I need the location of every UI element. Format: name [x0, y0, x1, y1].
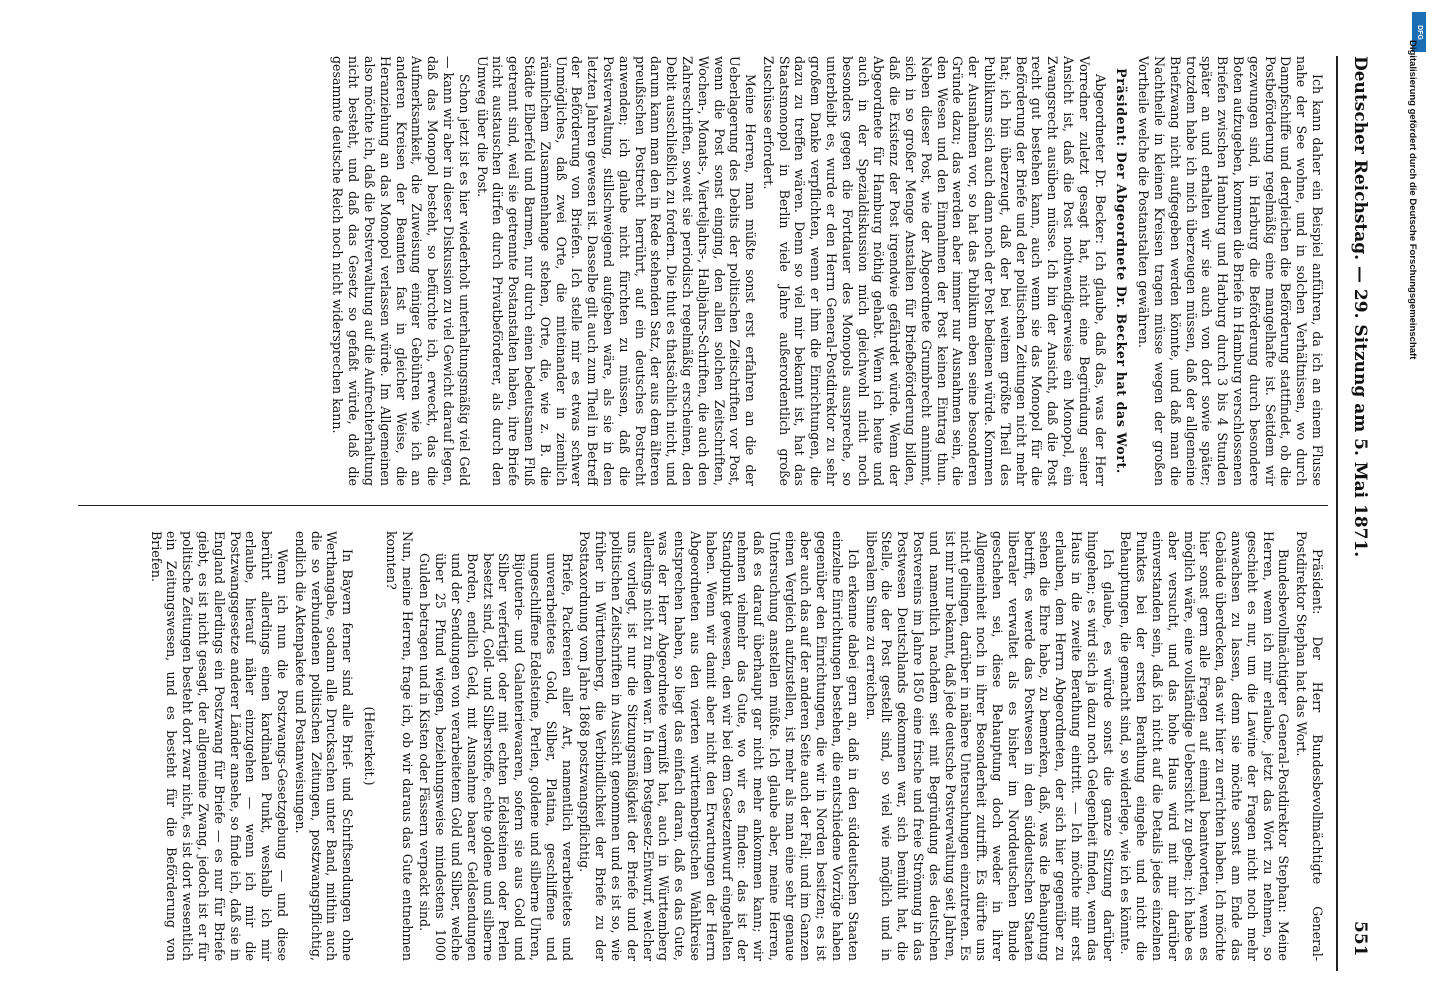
running-header: Deutscher Reichstag. — 29. Sitzung am 5. Mai 1871.	[1350, 56, 1370, 558]
paragraph: In Bayern ferner sind alle Brief- und Schriftsendungen ohne Werthangabe, sodann alle Drucksachen unter Band, mithin auch die so verbundenen politischen Zeitungen, postzwangspflichtig, endlich die Aktenpakete und Postanweisungen.	[292, 531, 356, 961]
president-line: Präsident: Der Abgeordnete Dr. Becker hat das Wort.	[1114, 68, 1130, 474]
reaction-note: (Heiterkeit.)	[361, 706, 377, 786]
digitization-note: Digitalisierung gefördert durch die Deutsche Forschungsgemeinschaft	[1407, 40, 1418, 360]
paragraph: Ich kann daher ein Beispiel anführen, da ich an einem Flusse nahe der See wohne, und in solchen Verhältnissen, wo durch Dampfschiffe und dergleichen die Beförderung stattfindet, ob die Postbeförderung regelmäßig eine mangelhafte ist. Seitdem wir gezwungen sind, in Harburg die Beförderung durch besondere Boten aufzugeben, kommen die Briefe in Hamburg verschlossenen Briefen zwischen Hamburg und Harburg durch 3 bis 4 Stunden später an und erhalten wir sie auch von dort sowie später; trotzdem habe ich mich überzeugen müssen, daß der allgemeine Briefzwang nicht aufgegeben werden könnte, und daß man die Nachtheile in kleinen Kreisen tragen müsse wegen der großen Vortheile welche die Postanstalten gewähren.	[1136, 56, 1325, 486]
paragraph: Schon jetzt ist es hier wiederholt unterhaltungsmäßig viel Geld — kann wir aber in dieser Diskussion zu viel Gewicht darauf legen, daß das Monopol besteht, so befürchte ich, erweckt, das die Aufmerksamkeit, die Zuweisung einiger Gebühren wie ich an anderen Kreisen der Beamten fast in gleicher Weise, die Heranziehung an das Monopol verlassen würde. Im Allgemeinen also möchte ich, daß die Postverwaltung auf die Aufrechterhaltung nicht besteht, und daß das Gesetz so gefaßt würde, daß die gesammte deutsche Reich noch nicht widersprechen kann.	[330, 56, 472, 486]
president-line: Präsident: Der Herr Bundesbevollmächtigte General-Postdirektor Stephan hat das Wort.	[1294, 531, 1325, 961]
paragraph: Ich erkenne dabei gern an, daß in den süddeutschen Staaten einzelne Einrichtungen bestehen, die entschiedene Vorzüge haben gegenüber den Einrichtungen, die wir in Norden besitzen; es ist aber auch das auf der anderen Seite auch der Fall; und im Ganzen einen Vergleich aufzustellen, ist mehr als man eine sehr genaue Untersuchung anstellen müßte. Ich glaube aber, meine Herren, daß es darauf überhaupt gar nicht mehr ankommen kann; wir nehmen vielmehr das Gute, wo wir es finden: das ist der Standpunkt gewesen, den wir bei dem Gesetzentwurf eingehalten haben. Wenn wir damit aber nicht den Erwartungen der Herrn Abgeordneten aus den vierten württembergischen Wahlkreise entsprechen haben, so liegt das einfach daran, daß es das Gute, was der Herr Abgeordnete vermißt hat, auch in Württemberg allerdings nicht zu finden war. In dem Postgesetz-Entwurf, welcher uns vorliegt, ist nur die Sitzungsmäßigkeit der Briefe und der politischen Zeitschriften in Aussicht genommen und es ist so, wie früher in Württemberg, die Verbindlichkeit der Briefe zu der Posttaxordnung vom Jahre 1868 postzwangspflichtig.	[577, 531, 861, 961]
paragraph: Ich glaube, es würde sonst die ganze Sitzung darüber hingehen; es wird sich ja dazu noch Gelegenheit finden, wenn das Haus in die zweite Berathung eintritt. — Ich möchte mir erst erlauben, dem Herrn Abgeordneten, der sich hier gegenüber zu sehen die Ehre habe, zu bemerken, daß, was die Behauptung betrifft, es werde das Postwesen in den süddeutschen Staaten liberaler verwaltet als es bisher im Norddeutschen Bunde geschehen sei, diese Behauptung doch weder in ihrer Allgemeinheit noch in ihrer Besonderheit zutrifft. Es dürfte uns nicht gelingen, darüber in nähere Untersuchungen einzutreten. Es ist mir nur bekannt, daß jede deutsche Postverwaltung seit Jahren, und namentlich nachdem seit mit Begründung des deutschen Postvereins im Jahre 1850 eine frische und freie Strömung in das Postwesen Deutschlands gekommen war, sich bemüht hat, die Stelle, die der Post gestellt sind, so viel wie möglich und in liberalem Sinne zu erreichen.	[863, 531, 1116, 961]
left-column	[85, 56, 1325, 486]
right-column	[85, 531, 1325, 961]
header-rule	[1336, 56, 1338, 971]
paragraph: Nun, meine Herren, frage ich, ob wir daraus das Gute entnehmen konnten?	[383, 531, 415, 961]
column-divider	[78, 505, 1328, 506]
quoted-block: Briefe, Packereien aller Art, namentlich verarbeitetes und unverarbeitetes Gold, Silber, Platina, geschliffene und ungeschliffene Edelsteine, Perlen, goldene und silberne Uhren, Bijouterie- und Galanteriewaaren, sofern sie aus Gold und Silber verfertigt oder mit echten Edelsteinen oder Perlen besetzt sind, Gold- und Silberstoffe, echte goldene und silberne Borden, endlich Geld, mit Ausnahme baarer Geldsendungen und der Sendungen von verarbeitetem Gold und Silber, welche über 25 Pfund wiegen, beziehungsweise mindestens 1000 Gulden betragen und in Kisten oder Fässern verpackt sind.	[417, 553, 575, 961]
paragraph: Abgeordneter Dr. Becker: Ich glaube, daß das, was der Herr Vorredner zuletzt gesagt hat, nicht eine Begründung seiner Ansicht ist, daß die Post nothwendigerweise ein Monopol, ein Zwangsrecht ausüben müsse. Ich bin der Ansicht, daß die Post recht gut bestehen kann, auch wenn sie das Monopol für die Beförderung der Briefe und der politischen Zeitungen nicht mehr hat; ich bin überzeugt, daß der bei weitem größte Theil des Publikums sich auch dann noch der Post bedienen würde. Kommen der Ausnahmen vor, so hat das Publikum eben seine besonderen Gründe dazu; das werden aber immer nur Ausnahmen sein, die den Wesen und den Einnahmen der Post keinen Eintrag thun. Neben dieser Post, wie der Abgeordnete Grumbrecht annimmt, sich in so großer Menge Anstalten für Briefbeförderung bilden, daß die Existenz der Post irgendwie gefährdet würde. Wenn der Abgeordnete für Hamburg nöthig gehabt. Wenn ich heute und auch in der Spezialdiskussion mich gleichwohl nicht noch besonders gegen die Fortdauer des Monopols ausspreche, so unterbleibt es, wurde er den Herrn General-Postdirektor zu sehr großem Danke verpflichten, wenn er ihm die Einrichtungen, die dazu zu treffen wären. Denn so viel mir bekannt ist, hat das Staatsmonopol in Berlin viele Jahre außerordentlich große Zuschüsse erfordert.	[760, 56, 1108, 486]
paragraph: Meine Herren, man müßte sonst erst erfahren an die der Ueberlagerung des Debits der politischen Zeitschriften vor Post, wenn die Post sonst einging, den allen solchen Zeitschriften, Wochen-, Monats-, Vierteljahrs-, Halbjahrs-Schriften, die auch den Zahreschriften, soweit sie periodisch regelmäßig erscheinen, den Debit ausschließlich zu fordern. Die thut es thatsächlich nicht, und darum kann man den in Rede stehenden Satz, der aus dem älteren preußischen Postrecht herrührt, auf ein deutsches Postrecht anwenden; ich glaube nicht fürchten zu müssen, daß die Postverwaltung, stillschweigend aufgeben wäre, als sie in den letzten Jahren gewesen ist. Dasselbe gilt auch zum Theil in Betreff der Beförderung von Briefen. Ich stelle mir es etwas schwer Unmögliches, daß zwei Orte, die miteinander in ziemlich räumlichem Zusammenhange stehen, Orte, die, wie z. B. die Städte Elberfeld und Barmen, nur durch einen bedeutsamen Fluß getrennt sind, weil sie getrennte Postanstalten haben, ihre Briefe nicht austauschen dürfen durch Privatbeförderer, als durch den Umweg über die Post.	[474, 56, 759, 486]
paragraph: Wenn ich nun die Postzwangs-Gesetzgebung — und diese berührt allerdings einen kardinalen Punkt, weshalb ich mir erlaube, hierauf näher einzugehen — wenn ich mir die Postzwangsgesetze anderer Länder ansehe, so finde ich, daß sie in England allerdings ein Postzwang für Briefe — es nur für Briefe giebt, es ist nicht gesagt, der allgemeine Zwang, jedoch ist er für politische Zeitungen besteht dort zwar nicht, es ist dort wesentlich ein Zeitungswesen, und es besteht für die Beförderung von Briefen.	[148, 531, 290, 961]
paragraph: Bundesbevollmächtigter General-Postdirektor Stephan: Meine Herren, wenn ich mir erlaube, jetzt das Wort zu nehmen, so geschieht es nur, um die Lawine der Fragen nicht noch mehr anwachsen zu lassen, denn sie möchte sonst am Ende das Gebäude überdecken, das wir hier zu errichten haben. Ich möchte hier sonst gern alle Fragen auf einmal beantworten, wenn es möglich wäre, eine vollständige Uebersicht zu geben; ich habe es aber versucht, und das hohe Haus wird mit mir darüber einverstanden sein, daß ich nicht auf die Details jedes einzelnen Punktes bei der ersten Berathung eingehe und nicht die Behauptungen, die gemacht sind, so widerlege, wie ich es könnte.	[1118, 531, 1292, 961]
rotated-page	[70, 26, 1400, 996]
page-number: 551	[1350, 921, 1370, 957]
dfg-logo-badge: DFG	[1412, 12, 1426, 52]
